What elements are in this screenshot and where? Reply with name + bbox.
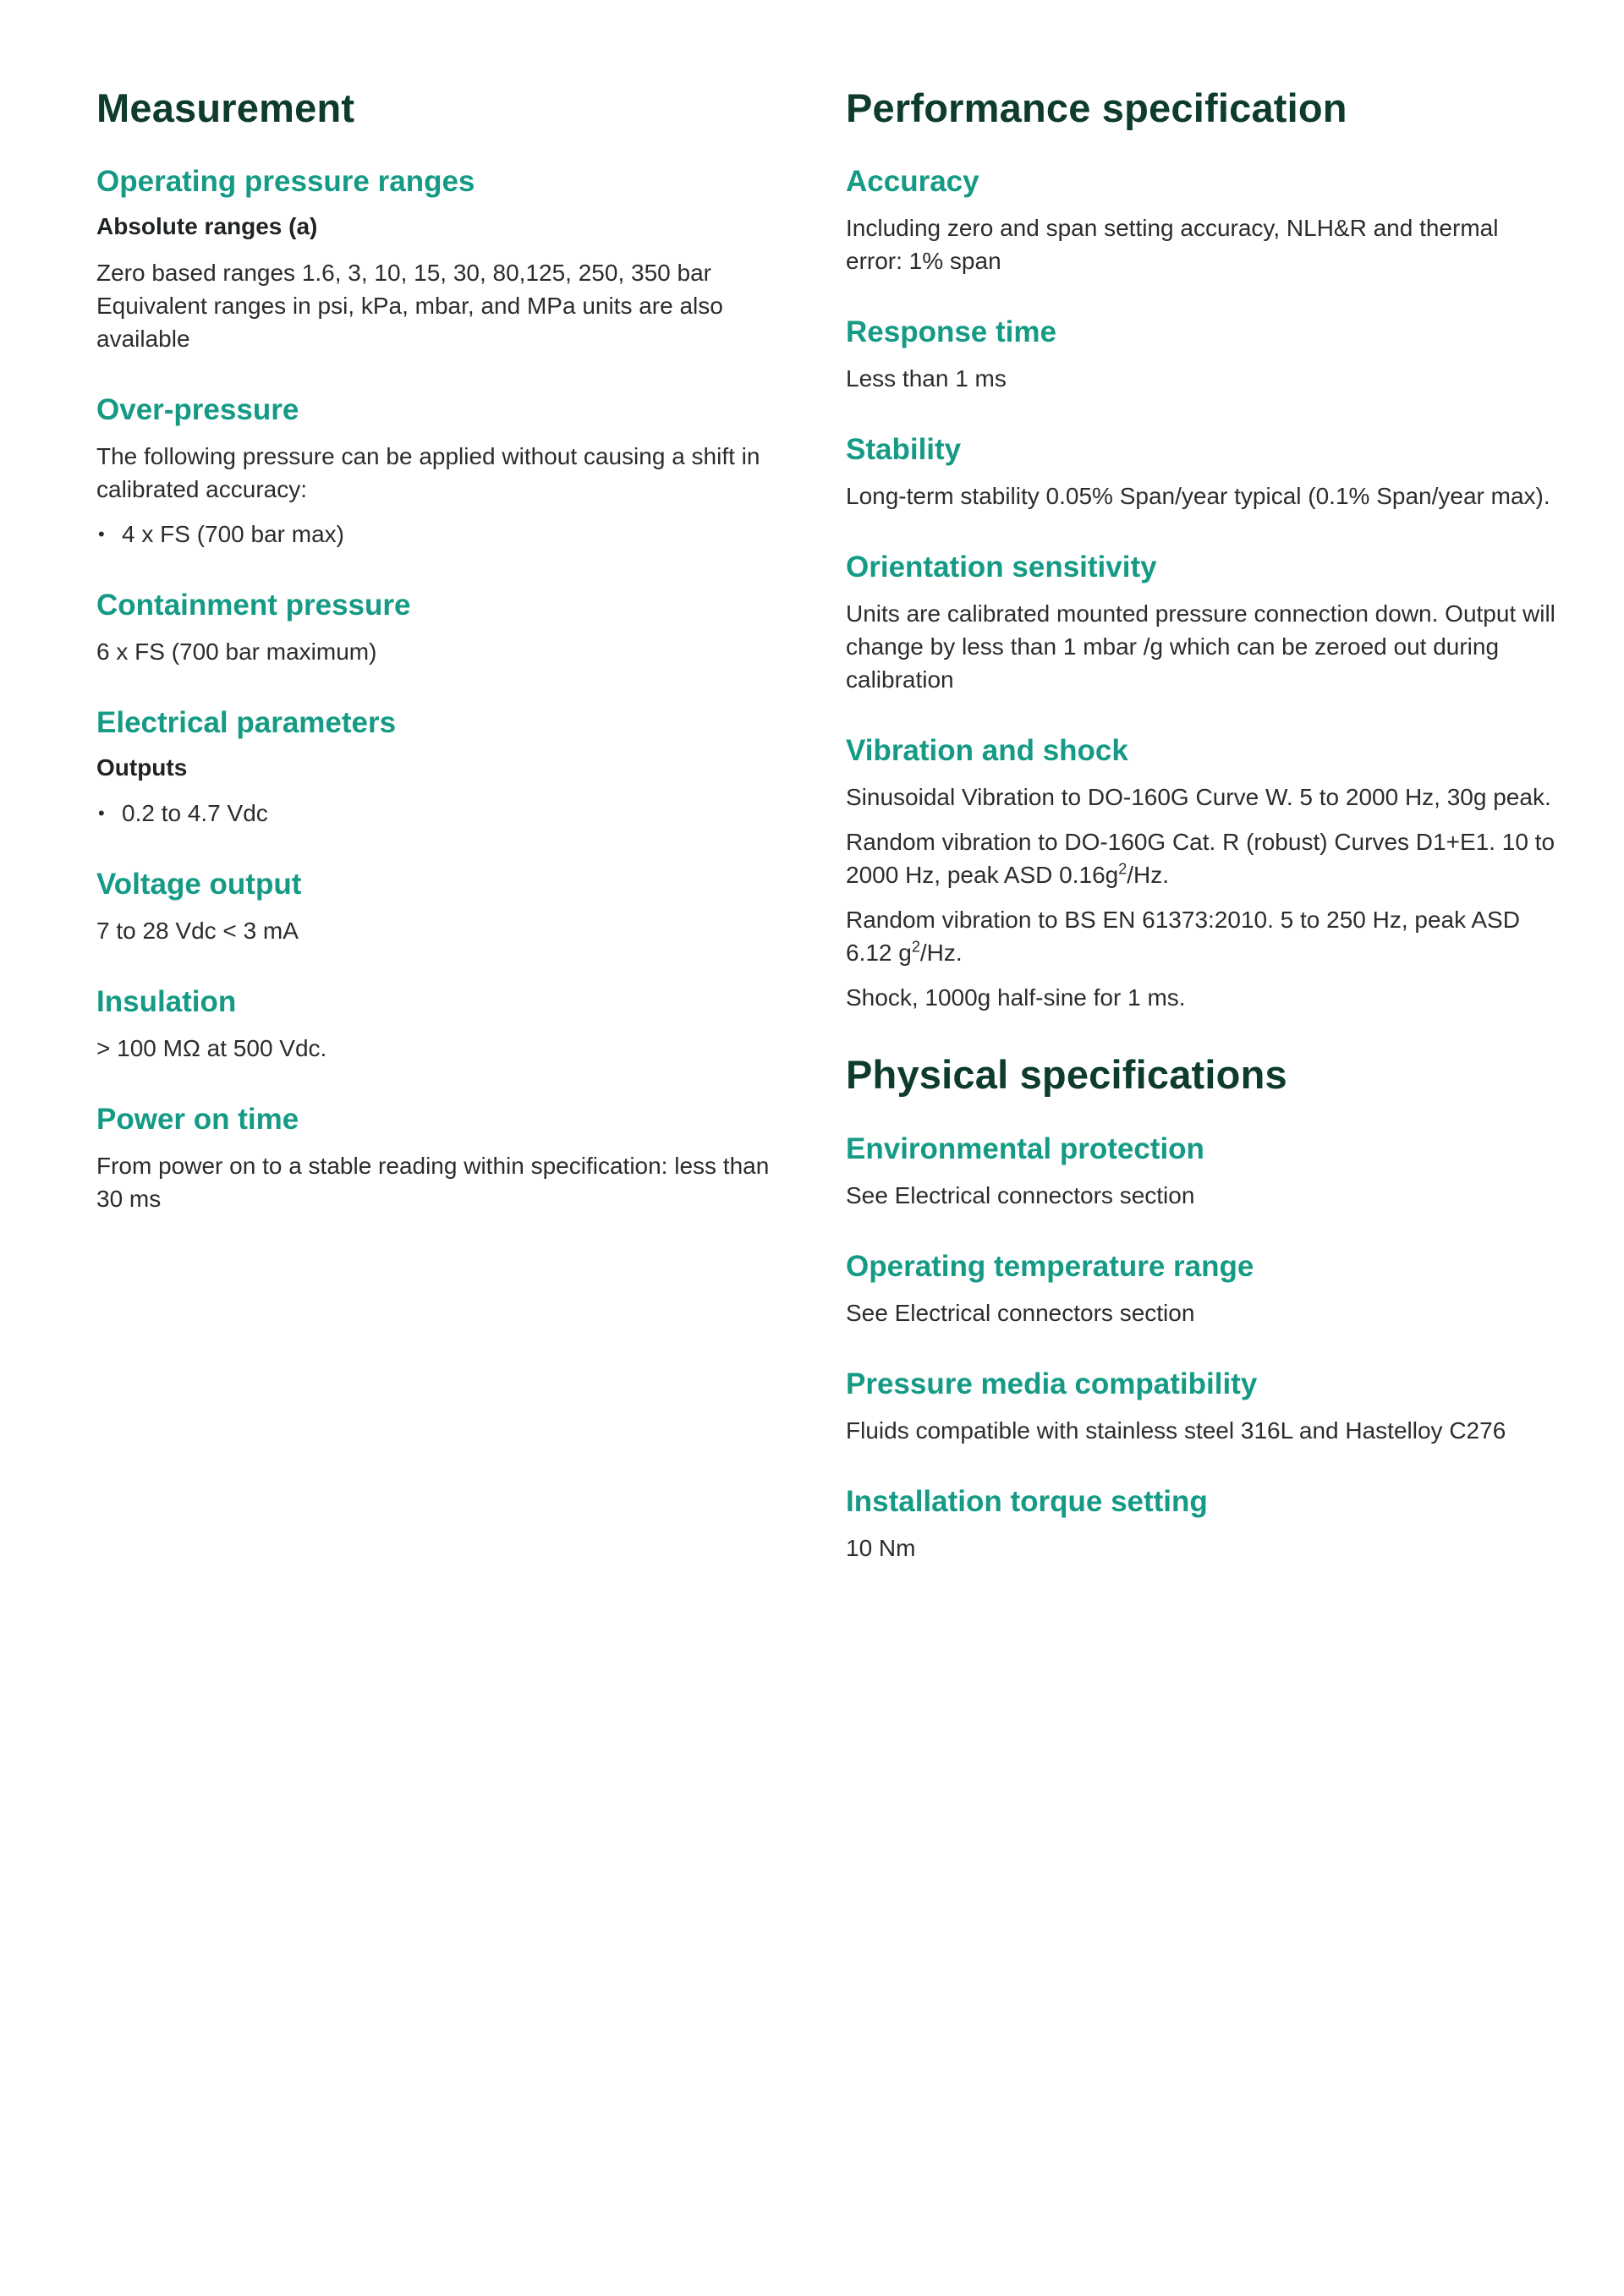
stability-heading: Stability [846,433,962,467]
operating-temperature-range-heading: Operating temperature range [846,1249,1254,1283]
random-vibration-bs-en-text: Random vibration to BS EN 61373:2010. 5 to 250 Hz, peak ASD 6.12 $g^2/Hz$. [846,907,1520,967]
accuracy-section [846,164,1556,277]
vibration-and-shock-heading: Vibration and shock [846,734,1128,768]
performance-title: Performance specification [846,85,1347,130]
physical-title: Physical specifications [846,1052,1287,1098]
pressure-media-compatibility-section [846,1367,1556,1447]
orientation-sensitivity-section [846,550,1556,696]
measurement-title: Measurement [96,85,355,130]
operating-temperature-range-text: See Electrical connectors section [846,1299,1195,1326]
pressure-media-compatibility-text: Fluids compatible with stainless steel 316L and Hastelloy C276 [846,1417,1506,1444]
stability-section [846,432,1556,512]
voltage-output-section [96,867,782,947]
containment-pressure-text: 6 x FS (700 bar maximum) [96,638,377,665]
electrical-parameters-heading: Electrical parameters [96,705,397,739]
equivalent-ranges-text: Equivalent ranges in psi, kPa, mbar, and MPa units are also available [96,292,723,352]
absolute-ranges-label: Absolute ranges (a) [96,213,318,240]
list-item: • 4 x FS (700 bar max) [96,518,782,551]
environmental-protection-text: See Electrical connectors section [846,1181,1195,1208]
over-pressure-text: The following pressure can be applied without causing a shift in calibrated accuracy: [96,442,760,502]
pressure-media-compatibility-heading: Pressure media compatibility [846,1367,1258,1400]
response-time-text: Less than 1 ms [846,365,1007,392]
operating-pressure-ranges-heading: Operating pressure ranges [96,165,475,199]
operating-pressure-ranges-section [96,164,782,354]
measurement-column [96,85,782,1252]
installation-torque-setting-heading: Installation torque setting [846,1484,1208,1518]
insulation-section [96,984,782,1065]
insulation-text: > 100 MΩ at 500 Vdc. [96,1035,327,1062]
vibration-and-shock-section [846,733,1556,1014]
installation-torque-setting-text: 10 Nm [846,1534,916,1561]
stability-text: Long-term stability 0.05% Span/year typical (0.1% Span/year max). [846,483,1550,510]
response-time-section [846,315,1556,395]
outputs-list [96,797,782,830]
containment-pressure-heading: Containment pressure [96,588,411,622]
over-pressure-section [96,392,782,551]
performance-column [846,85,1556,1602]
response-time-heading: Response time [846,315,1056,349]
voltage-output-heading: Voltage output [96,868,302,901]
installation-torque-setting-section [846,1484,1556,1564]
orientation-sensitivity-text: Units are calibrated mounted pressure connection down. Output will change by less than 1 mbar /g which can be zeroed out during calibration [846,600,1555,693]
environmental-protection-heading: Environmental protection [846,1132,1204,1165]
operating-temperature-range-section [846,1249,1556,1329]
power-on-time-section [96,1102,782,1215]
random-vibration-do160g-text: Random vibration to DO-160G Cat. R (robust) Curves D1+E1. 10 to 2000 Hz, peak ASD $0.16g^2/Hz$. [846,829,1555,889]
shock-text: Shock, 1000g half-sine for 1 ms. [846,984,1186,1011]
electrical-parameters-section [96,705,782,830]
power-on-time-heading: Power on time [96,1103,299,1137]
over-pressure-list [96,518,782,551]
environmental-protection-section [846,1132,1556,1212]
orientation-sensitivity-heading: Orientation sensitivity [846,551,1157,584]
insulation-heading: Insulation [96,985,237,1019]
over-pressure-heading: Over-pressure [96,392,299,426]
zero-based-ranges-text: Zero based ranges 1.6, 3, 10, 15, 30, 80,125, 250, 350 bar [96,259,711,286]
accuracy-heading: Accuracy [846,165,979,199]
sinusoidal-vibration-text: Sinusoidal Vibration to DO-160G Curve W. 5 to 2000 Hz, 30g peak. [846,784,1551,811]
list-item: • 0.2 to 4.7 Vdc [96,797,782,830]
power-on-time-text: From power on to a stable reading within specification: less than 30 ms [96,1153,770,1213]
containment-pressure-section [96,588,782,668]
voltage-output-text: 7 to 28 Vdc < 3 mA [96,918,299,945]
outputs-label: Outputs [96,753,188,781]
accuracy-text: Including zero and span setting accuracy, NLH&R and thermal error: 1% span [846,215,1499,275]
